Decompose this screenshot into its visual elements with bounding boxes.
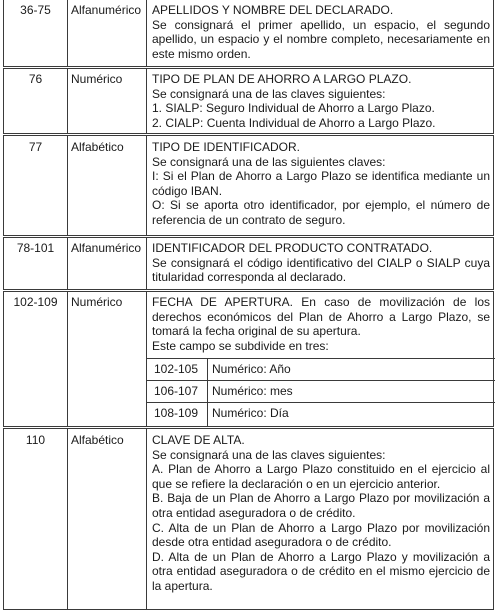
field-type: Alfabético [71,433,124,447]
record-layout-table [3,0,494,610]
field-position: 78-101 [16,241,55,255]
table-row [3,69,494,133]
table-row [3,429,494,610]
field-description: TIPO DE PLAN DE AHORRO A LARGO PLAZO. Se consignará una de las claves siguientes: 1. SIALP: Seguro Individual de Ahorro a Largo Plazo. 2. CIALP: Cuenta Individual de Ahorro a Largo Plazo. [152,72,436,130]
subfield-description: Numérico: mes [212,384,293,398]
field-type: Alfabético [71,140,124,154]
table-row [3,292,494,426]
field-description: FECHA DE APERTURA. En caso de movilización de los derechos económicos del Plan de Ahorro a Largo Plazo, se tomará la fecha original de su apertura. Este campo se subdivide en tres: [152,295,490,353]
field-type: Numérico [71,295,123,309]
field-description: APELLIDOS Y NOMBRE DEL DECLARADO. Se consignará el primer apellido, un espacio, el segundo apellido, un espacio y el nombre completo, necesariamente en este mismo orden. [152,3,490,61]
subfield-description: Numérico: Año [212,362,291,376]
field-position: 110 [25,433,46,447]
subfield-table [146,358,495,426]
field-description: TIPO DE IDENTIFICADOR. Se consignará una de las siguientes claves: I: Si el Plan de Ahorro a Largo Plazo se identifica mediante un código IBAN. O: Si se aporta otro identificador, por ejemplo, el número de referencia de un contrato de seguro. [152,140,490,227]
field-description: IDENTIFICADOR DEL PRODUCTO CONTRATADO. Se consignará el código identificativo del CIALP o SIALP cuya titularidad corresponda al declarado. [152,241,490,285]
subfield-row [146,402,495,426]
field-type: Numérico [71,72,123,86]
subfield-position: 108-109 [153,406,199,420]
field-position: 77 [28,140,43,154]
field-description: CLAVE DE ALTA. Se consignará una de las claves siguientes: A. Plan de Ahorro a Largo Plazo constituido en el ejercicio al que se refiere la declaración o en un ejercicio anterior. B. Baja de un Plan de Ahorro a Largo Plazo por movilización a otra entidad aseguradora o de crédito. C. Alta de un Plan de Ahorro a Largo Plazo por movilización desde otra entidad aseguradora o de crédito. D. Alta de un Plan de Ahorro a Largo Plazo y movilización a otra entidad aseguradora o de crédito en el mismo ejercicio de la apertura. [152,433,490,593]
table-row [3,0,494,66]
table-row [3,238,494,289]
subfield-description: Numérico: Día [212,406,289,420]
field-type: Alfanumérico [71,241,142,255]
field-type: Alfanumérico [71,3,142,17]
field-position: 76 [28,72,43,86]
table-row [3,136,494,235]
field-position: 36-75 [20,3,51,17]
subfield-position: 106-107 [153,384,199,398]
subfield-position: 102-105 [153,362,199,376]
field-position: 102-109 [13,295,58,309]
subfield-row [146,358,495,380]
subfield-row [146,380,495,402]
